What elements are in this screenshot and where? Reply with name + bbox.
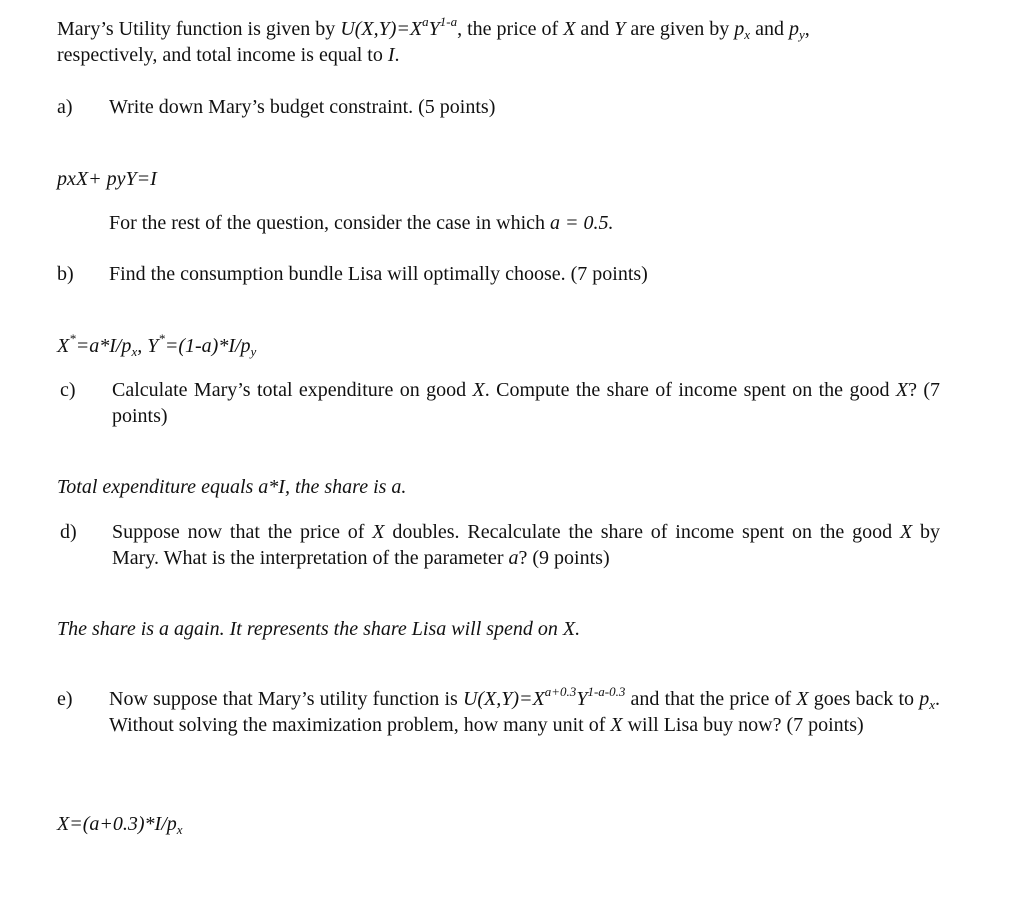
answer-b-y-rest: =(1-a)*I/p <box>164 335 251 357</box>
question-e-price: p <box>919 688 930 710</box>
utility-exponent-a: a <box>422 14 429 29</box>
intro-and: and <box>575 18 615 40</box>
answer-b <box>57 333 256 359</box>
question-e-util-exp2: 1-a-0.3 <box>587 684 626 699</box>
answer-b-star-x: * <box>69 331 76 346</box>
case-note <box>109 210 614 236</box>
question-c-text <box>112 377 940 429</box>
intro-comma: , <box>804 18 810 40</box>
question-d-var-a: a <box>508 547 519 569</box>
answer-c: Total expenditure equals a*I, the share is a. <box>57 476 407 498</box>
answer-e-sub: x <box>176 822 183 837</box>
intro-text: Mary’s Utility function is given by <box>57 18 341 40</box>
question-d-text-b: doubles. Recalculate the share of income spent on the good <box>384 521 900 543</box>
question-c-var-x: X <box>472 379 485 401</box>
answer-b-x-rest: =a*I/p <box>75 335 132 357</box>
question-c-text-b: . Compute the share of income spent on the good <box>484 379 896 401</box>
utility-prefix: U(X,Y)=X <box>340 18 423 40</box>
question-c-var-x-2: X <box>895 379 909 401</box>
intro-paragraph <box>57 16 943 68</box>
intro-text-b: , the price of <box>457 18 564 40</box>
utility-y: Y <box>428 18 440 40</box>
question-d-text-c: by Mary. What is the interpretation of the parameter <box>112 521 941 569</box>
question-e-utility <box>462 684 626 710</box>
var-x: X <box>563 18 576 40</box>
intro-line2: respectively, and total income is equal to <box>57 44 388 66</box>
question-c-text-c: ? (7 points) <box>112 379 940 427</box>
price-py: p <box>788 18 799 40</box>
question-d-text-d: ? (9 points) <box>518 547 610 569</box>
price-py-sub: y <box>798 27 805 42</box>
case-note-text: For the rest of the question, consider the case in which <box>109 212 550 234</box>
question-e-var-x-2: X <box>610 714 623 736</box>
answer-b-sep: , <box>137 335 148 357</box>
question-e-text-c: goes back to <box>808 688 920 710</box>
intro-period: . <box>394 44 400 66</box>
intro-and-2: and <box>750 18 789 40</box>
question-d-var-x: X <box>372 521 385 543</box>
question-d-var-x-2: X <box>899 521 913 543</box>
answer-a: pxX+ pyY=I <box>57 168 157 190</box>
question-e-util-exp1: a+0.3 <box>544 684 577 699</box>
question-e-text-e: will Lisa buy now? (7 points) <box>622 714 864 736</box>
intro-text-c: are given by <box>625 18 735 40</box>
question-b-label: b) <box>57 263 74 285</box>
question-d-text <box>112 519 940 571</box>
answer-b-sub-x: x <box>131 344 138 359</box>
utility-function <box>340 14 458 40</box>
answer-e-main: X=(a+0.3)*I/p <box>57 813 177 835</box>
question-d-text-a: Suppose now that the price of <box>112 521 373 543</box>
question-e-text-a: Now suppose that Mary’s utility function is <box>109 688 463 710</box>
question-c-text-a: Calculate Mary’s total expenditure on good <box>112 379 473 401</box>
question-e-text-d: . Without solving the maximization problem, how many unit of <box>109 688 940 736</box>
answer-b-sub-y: y <box>250 344 257 359</box>
question-a-text: Write down Mary’s budget constraint. (5 points) <box>109 96 496 118</box>
question-d-label: d) <box>60 521 77 543</box>
answer-b-y: Y <box>147 335 159 357</box>
question-e-label: e) <box>57 688 73 710</box>
question-e-var-x: X <box>796 688 809 710</box>
answer-e <box>57 811 183 837</box>
question-a-label: a) <box>57 96 73 118</box>
utility-exponent-1-a: 1-a <box>439 14 458 29</box>
var-income: I <box>387 44 395 66</box>
price-px: p <box>734 18 745 40</box>
case-note-value: = 0.5. <box>560 212 614 234</box>
price-px-sub: x <box>744 27 751 42</box>
answer-b-star-y: * <box>158 331 165 346</box>
question-e-util-y: Y <box>576 688 588 710</box>
case-note-var: a <box>550 212 560 234</box>
question-e-price-sub: x <box>929 697 935 712</box>
answer-d: The share is a again. It represents the share Lisa will spend on X. <box>57 618 581 640</box>
question-e-util-prefix: U(X,Y)=X <box>462 688 545 710</box>
question-c-label: c) <box>60 379 76 401</box>
question-e-text-b: and that the price of <box>625 688 797 710</box>
question-b-text: Find the consumption bundle Lisa will optimally choose. (7 points) <box>109 263 648 285</box>
answer-b-x: X <box>57 335 70 357</box>
question-e-text <box>109 686 940 738</box>
var-y: Y <box>614 18 626 40</box>
